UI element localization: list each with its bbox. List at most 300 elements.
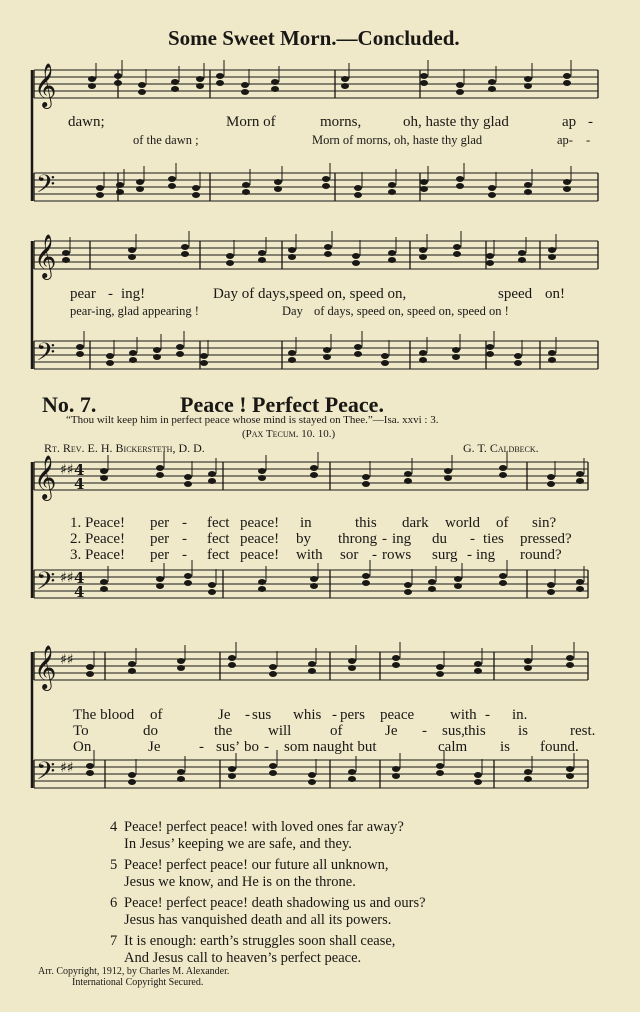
lyric: ap	[562, 114, 577, 130]
note-head	[488, 86, 496, 92]
note-head	[136, 179, 144, 185]
note-head	[436, 763, 444, 769]
note-head	[226, 253, 234, 259]
lyric-syllable: -	[332, 707, 337, 723]
note-head	[388, 257, 396, 263]
note-head	[106, 360, 114, 366]
time-signature: 4	[74, 569, 85, 587]
note-head	[116, 182, 124, 188]
note-head	[128, 254, 136, 260]
note-head	[486, 253, 494, 259]
note-head	[177, 658, 185, 664]
stanza-line: Peace! perfect peace! our future all unknown,	[124, 857, 389, 873]
copyright-line: Arr. Copyright, 1912, by Charles M. Alexander.	[38, 966, 230, 977]
note-head	[354, 344, 362, 350]
note-head	[548, 254, 556, 260]
note-head	[474, 772, 482, 778]
note-head	[288, 254, 296, 260]
note-head	[271, 79, 279, 85]
note-head	[156, 465, 164, 471]
note-head	[436, 671, 444, 677]
treble-clef: 𝄞	[34, 234, 57, 278]
lyric-syllable: per	[150, 531, 170, 547]
note-head	[420, 73, 428, 79]
note-head	[86, 763, 94, 769]
note-head	[258, 475, 266, 481]
stanza-line: And Jesus call to heaven’s perfect peace.	[124, 950, 362, 966]
note-head	[419, 254, 427, 260]
note-head	[153, 347, 161, 353]
note-head	[208, 582, 216, 588]
note-head	[456, 183, 464, 189]
note-head	[524, 769, 532, 775]
note-head	[456, 82, 464, 88]
note-head	[563, 179, 571, 185]
note-head	[488, 192, 496, 198]
note-head	[288, 247, 296, 253]
stanza-number: 5	[110, 857, 118, 873]
note-head	[310, 472, 318, 478]
note-head	[86, 671, 94, 677]
lyric-syllable: -	[182, 515, 187, 531]
lyric-syllable: rest.	[570, 723, 596, 739]
lyric-syllable: sus’	[216, 739, 241, 755]
note-head	[518, 250, 526, 256]
note-head	[308, 772, 316, 778]
lyric: on!	[545, 286, 565, 302]
note-head	[348, 776, 356, 782]
lyric-syllable: is	[500, 739, 511, 755]
note-head	[392, 766, 400, 772]
note-head	[184, 474, 192, 480]
note-head	[200, 353, 208, 359]
note-head	[100, 586, 108, 592]
note-head	[548, 247, 556, 253]
lyric-syllable: sus,	[442, 723, 465, 739]
note-head	[499, 472, 507, 478]
note-head	[308, 661, 316, 667]
note-head	[274, 186, 282, 192]
lyric-syllable: in.	[512, 707, 528, 723]
lyric-syllable: ties	[483, 531, 504, 547]
note-head	[258, 579, 266, 585]
lyric-syllable: fect	[207, 547, 230, 563]
note-head	[547, 582, 555, 588]
bass-clef: 𝄢	[36, 567, 56, 602]
note-head	[88, 76, 96, 82]
lyric-syllable: sus	[252, 707, 272, 723]
note-head	[524, 776, 532, 782]
stanza-line: Jesus has vanquished death and all its powers.	[124, 912, 392, 928]
lyric-syllable: -	[372, 547, 377, 563]
lyric-syllable: bo	[244, 739, 259, 755]
lyric-syllable: Je	[218, 707, 231, 723]
lyric: morns,	[320, 114, 362, 130]
note-head	[310, 465, 318, 471]
lyric-syllable: throng	[338, 531, 378, 547]
note-head	[362, 580, 370, 586]
note-head	[76, 351, 84, 357]
note-head	[184, 573, 192, 579]
note-head	[208, 478, 216, 484]
lyric-syllable: rows	[382, 547, 412, 563]
lyric: Day	[282, 304, 303, 318]
lyric-syllable: 2. Peace!	[70, 531, 125, 547]
note-head	[322, 183, 330, 189]
note-head	[392, 655, 400, 661]
note-head	[488, 79, 496, 85]
note-head	[192, 192, 200, 198]
note-head	[524, 83, 532, 89]
note-head	[269, 763, 277, 769]
note-head	[404, 478, 412, 484]
note-head	[96, 185, 104, 191]
note-head	[322, 176, 330, 182]
key-signature: ♯♯	[60, 462, 74, 478]
lyric-syllable: fect	[207, 515, 230, 531]
note-head	[168, 183, 176, 189]
note-head	[563, 80, 571, 86]
note-head	[271, 86, 279, 92]
note-head	[419, 247, 427, 253]
note-head	[486, 260, 494, 266]
note-head	[192, 185, 200, 191]
lyric-syllable: The blood	[73, 707, 135, 723]
note-head	[404, 471, 412, 477]
note-head	[216, 73, 224, 79]
note-head	[128, 247, 136, 253]
lyric-syllable: -	[182, 531, 187, 547]
note-head	[576, 478, 584, 484]
note-head	[576, 586, 584, 592]
note-head	[323, 347, 331, 353]
key-signature: ♯♯	[60, 760, 74, 776]
lyric: Morn of	[226, 114, 276, 130]
note-head	[499, 465, 507, 471]
note-head	[499, 580, 507, 586]
lyric-syllable: fect	[207, 531, 230, 547]
note-head	[177, 769, 185, 775]
note-head	[354, 185, 362, 191]
note-head	[228, 766, 236, 772]
lyric-syllable: -	[245, 707, 250, 723]
lyric: oh, haste thy glad	[403, 114, 509, 130]
note-head	[362, 573, 370, 579]
note-head	[168, 176, 176, 182]
lyric: of the dawn ;	[133, 133, 199, 147]
note-head	[354, 351, 362, 357]
note-head	[566, 773, 574, 779]
note-head	[208, 589, 216, 595]
lyric: pear-ing, glad appearing !	[70, 304, 199, 318]
stanza-line: Jesus we know, and He is on the throne.	[124, 874, 356, 890]
note-head	[514, 353, 522, 359]
lyric-syllable: 3. Peace!	[70, 547, 125, 563]
lyric-syllable: with	[296, 547, 323, 563]
note-head	[452, 354, 460, 360]
note-head	[524, 665, 532, 671]
note-head	[156, 576, 164, 582]
lyric-syllable: this	[464, 723, 486, 739]
copyright-line: International Copyright Secured.	[72, 977, 204, 988]
note-head	[428, 579, 436, 585]
note-head	[136, 186, 144, 192]
stanza-number: 7	[110, 933, 118, 949]
lyric-syllable: the	[214, 723, 233, 739]
note-head	[196, 76, 204, 82]
treble-clef: 𝄞	[34, 63, 57, 107]
note-head	[96, 192, 104, 198]
note-head	[524, 189, 532, 195]
note-head	[352, 260, 360, 266]
note-head	[216, 80, 224, 86]
lyric-syllable: Je	[148, 739, 161, 755]
note-head	[474, 779, 482, 785]
note-head	[444, 468, 452, 474]
lyric-syllable: this	[355, 515, 377, 531]
note-head	[258, 468, 266, 474]
lyric-syllable: -	[382, 531, 387, 547]
note-head	[488, 185, 496, 191]
note-head	[354, 192, 362, 198]
lyric-syllable: peace!	[240, 515, 280, 531]
note-head	[274, 179, 282, 185]
page-header-title: Some Sweet Morn.—Concluded.	[168, 26, 460, 50]
note-head	[381, 360, 389, 366]
note-head	[258, 257, 266, 263]
note-head	[341, 83, 349, 89]
note-head	[444, 475, 452, 481]
treble-clef: 𝄞	[34, 645, 57, 689]
note-head	[566, 662, 574, 668]
note-head	[62, 257, 70, 263]
lyric-syllable: calm	[438, 739, 468, 755]
composer: G. T. Caldbeck.	[463, 441, 539, 455]
note-head	[288, 357, 296, 363]
note-head	[324, 244, 332, 250]
note-head	[548, 357, 556, 363]
lyric-syllable: ing	[476, 547, 496, 563]
note-head	[242, 189, 250, 195]
lyric-syllable: do	[143, 723, 158, 739]
lyric-syllable: sin?	[532, 515, 557, 531]
lyric-syllable: per	[150, 547, 170, 563]
note-head	[419, 357, 427, 363]
note-head	[241, 82, 249, 88]
note-head	[419, 350, 427, 356]
note-head	[547, 481, 555, 487]
lyric-syllable: To	[73, 723, 89, 739]
note-head	[129, 357, 137, 363]
note-head	[341, 76, 349, 82]
key-signature: ♯♯	[60, 652, 74, 668]
lyric-syllable: will	[268, 723, 292, 739]
note-head	[128, 668, 136, 674]
time-signature: 4	[74, 461, 85, 479]
note-head	[566, 655, 574, 661]
note-head	[258, 586, 266, 592]
lyric-syllable: -	[467, 547, 472, 563]
note-head	[362, 474, 370, 480]
lyric-syllable: 1. Peace!	[70, 515, 125, 531]
note-head	[474, 661, 482, 667]
note-head	[86, 664, 94, 670]
note-head	[184, 580, 192, 586]
note-head	[228, 662, 236, 668]
note-head	[241, 89, 249, 95]
lyric: Day of days,speed on, speed on,	[213, 286, 407, 302]
key-signature: ♯♯	[60, 570, 74, 586]
note-head	[348, 769, 356, 775]
note-head	[181, 244, 189, 250]
note-head	[310, 576, 318, 582]
lyric-syllable: world	[445, 515, 480, 531]
note-head	[269, 664, 277, 670]
note-head	[88, 83, 96, 89]
lyric-syllable: whis	[293, 707, 322, 723]
note-head	[196, 83, 204, 89]
note-head	[436, 664, 444, 670]
note-head	[392, 773, 400, 779]
lyric-syllable: of	[496, 515, 509, 531]
bass-clef: 𝄢	[36, 338, 56, 373]
lyric-syllable: -	[182, 547, 187, 563]
note-head	[228, 773, 236, 779]
lyric-syllable: is	[518, 723, 529, 739]
note-head	[114, 80, 122, 86]
note-head	[324, 251, 332, 257]
lyric-syllable: -	[422, 723, 427, 739]
lyric: dawn;	[68, 114, 105, 130]
note-head	[524, 658, 532, 664]
note-head	[323, 354, 331, 360]
lyric-syllable: by	[296, 531, 311, 547]
time-signature: 4	[74, 475, 85, 493]
lyric: pear	[70, 286, 96, 302]
note-head	[288, 350, 296, 356]
lyric: of days, speed on, speed on, speed on !	[314, 304, 509, 318]
note-head	[566, 766, 574, 772]
note-head	[563, 73, 571, 79]
lyric-syllable: pers	[340, 707, 365, 723]
lyric: ap-	[557, 133, 573, 147]
note-head	[576, 471, 584, 477]
lyric-syllable: surg	[432, 547, 458, 563]
note-head	[76, 344, 84, 350]
lyric-syllable: of	[150, 707, 163, 723]
note-head	[128, 772, 136, 778]
note-head	[381, 353, 389, 359]
lyric-syllable: of	[330, 723, 343, 739]
note-head	[563, 186, 571, 192]
note-head	[177, 776, 185, 782]
note-head	[404, 582, 412, 588]
lyric-syllable: du	[432, 531, 447, 547]
note-head	[128, 661, 136, 667]
note-head	[242, 182, 250, 188]
lyric: -	[588, 114, 593, 130]
note-head	[456, 89, 464, 95]
note-head	[171, 86, 179, 92]
note-head	[156, 472, 164, 478]
note-head	[310, 583, 318, 589]
lyric-syllable: with	[450, 707, 477, 723]
stanza-line: Peace! perfect peace! death shadowing us and ours?	[124, 895, 426, 911]
tune-name: (Pax Tecum. 10. 10.)	[242, 428, 336, 440]
note-head	[547, 474, 555, 480]
lyric-syllable: On	[73, 739, 92, 755]
note-head	[181, 251, 189, 257]
note-head	[129, 350, 137, 356]
note-head	[153, 354, 161, 360]
note-head	[453, 251, 461, 257]
lyric-syllable: -	[264, 739, 269, 755]
note-head	[114, 73, 122, 79]
note-head	[428, 586, 436, 592]
note-head	[138, 82, 146, 88]
lyric-syllable: -	[485, 707, 490, 723]
stanza-line: Peace! perfect peace! with loved ones far away?	[124, 819, 404, 835]
note-head	[116, 189, 124, 195]
note-head	[269, 770, 277, 776]
lyric-syllable: found.	[540, 739, 579, 755]
lyric: -	[586, 133, 591, 147]
note-head	[177, 665, 185, 671]
note-head	[348, 665, 356, 671]
lyric-syllable: pressed?	[520, 531, 572, 547]
note-head	[258, 250, 266, 256]
note-head	[524, 182, 532, 188]
note-head	[474, 668, 482, 674]
note-head	[486, 351, 494, 357]
note-head	[171, 79, 179, 85]
note-head	[208, 471, 216, 477]
lyric-syllable: sor	[340, 547, 359, 563]
stanza-line: In Jesus’ keeping we are safe, and they.	[124, 836, 352, 852]
note-head	[420, 186, 428, 192]
note-head	[269, 671, 277, 677]
note-head	[352, 253, 360, 259]
note-head	[308, 668, 316, 674]
lyric-syllable: som naught but	[284, 739, 377, 755]
bass-clef: 𝄢	[36, 170, 56, 205]
lyric-syllable: dark	[402, 515, 429, 531]
note-head	[128, 779, 136, 785]
treble-clef: 𝄞	[34, 455, 57, 499]
stanza-number: 4	[110, 819, 118, 835]
note-head	[453, 244, 461, 250]
lyric-syllable: peace	[380, 707, 415, 723]
note-head	[452, 347, 460, 353]
note-head	[138, 89, 146, 95]
note-head	[308, 779, 316, 785]
note-head	[362, 481, 370, 487]
time-signature: 4	[74, 583, 85, 601]
hymn-title: Peace ! Perfect Peace.	[180, 392, 384, 417]
lyric: Morn of morns, oh, haste thy glad	[312, 133, 483, 147]
note-head	[454, 583, 462, 589]
note-head	[106, 353, 114, 359]
note-head	[548, 350, 556, 356]
note-head	[486, 344, 494, 350]
note-head	[420, 80, 428, 86]
stanza-line: It is enough: earth’s struggles soon shall cease,	[124, 933, 396, 949]
epigraph: “Thou wilt keep him in perfect peace whose mind is stayed on Thee.”—Isa. xxvi : 3.	[66, 414, 439, 426]
lyric-syllable: -	[199, 739, 204, 755]
note-head	[62, 250, 70, 256]
lyric-syllable: per	[150, 515, 170, 531]
lyric-syllable: ing	[392, 531, 412, 547]
